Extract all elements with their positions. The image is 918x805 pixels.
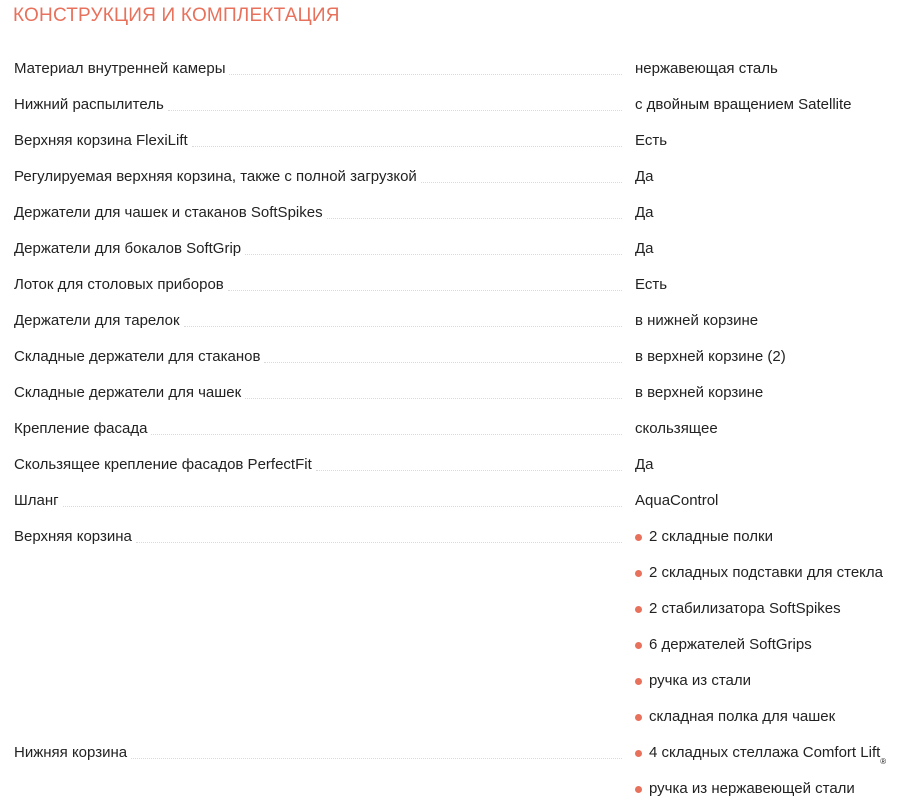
list-item bbox=[635, 696, 908, 732]
list-item-text: ручка из стали bbox=[649, 672, 751, 689]
spec-value: скользящее bbox=[635, 420, 718, 437]
leader-dots bbox=[245, 397, 622, 399]
spec-label: Крепление фасада bbox=[14, 420, 148, 437]
spec-label: Держатели для чашек и стаканов SoftSpikes bbox=[14, 204, 323, 221]
list-item-text: 4 складных стеллажа Comfort Lift bbox=[649, 744, 881, 761]
leader-dots bbox=[151, 433, 622, 435]
list-item: 4 складных стеллажа Comfort Lift ® bbox=[635, 732, 908, 768]
spec-row bbox=[14, 120, 908, 156]
list-item bbox=[635, 768, 908, 804]
spec-value: нержавеющая сталь bbox=[635, 60, 778, 77]
spec-row bbox=[14, 480, 908, 516]
spec-label: Держатели для тарелок bbox=[14, 312, 180, 329]
spec-label: Скользящее крепление фасадов PerfectFit bbox=[14, 456, 312, 473]
spec-value: в верхней корзине bbox=[635, 384, 764, 401]
leader-dots bbox=[229, 73, 622, 75]
spec-label: Держатели для бокалов SoftGrip bbox=[14, 240, 242, 257]
list-item bbox=[635, 588, 908, 624]
bullet-icon bbox=[635, 786, 642, 793]
leader-dots bbox=[264, 361, 622, 363]
spec-row bbox=[14, 84, 908, 120]
leader-dots bbox=[421, 181, 622, 183]
spec-row bbox=[14, 372, 908, 408]
spec-label: Нижняя корзина bbox=[14, 744, 128, 761]
leader-dots bbox=[316, 469, 622, 471]
spec-label: Лоток для столовых приборов bbox=[14, 276, 224, 293]
leader-dots bbox=[184, 325, 622, 327]
spec-label: Складные держатели для чашек bbox=[14, 384, 242, 401]
spec-value: Да bbox=[635, 204, 654, 221]
list-item-text: складная полка для чашек bbox=[649, 708, 836, 725]
spec-value: в верхней корзине (2) bbox=[635, 348, 786, 365]
list-item bbox=[635, 660, 908, 696]
spec-row bbox=[14, 156, 908, 192]
spec-row bbox=[14, 228, 908, 264]
spec-value: Есть bbox=[635, 132, 668, 149]
spec-value: AquaControl bbox=[635, 492, 719, 509]
list-item-text: ручка из нержавеющей стали bbox=[649, 780, 855, 797]
list-item bbox=[635, 516, 908, 552]
leader-dots bbox=[63, 505, 622, 507]
spec-value: Да bbox=[635, 168, 654, 185]
spec-label: Складные держатели для стаканов bbox=[14, 348, 261, 365]
list-item-text: 6 держателей SoftGrips bbox=[649, 636, 812, 653]
spec-label: Шланг bbox=[14, 492, 59, 509]
spec-label: Верхняя корзина bbox=[14, 528, 132, 545]
lower-basket-items bbox=[622, 732, 908, 804]
bullet-icon bbox=[635, 606, 642, 613]
list-item bbox=[635, 624, 908, 660]
list-item bbox=[635, 552, 908, 588]
section-title: КОНСТРУКЦИЯ И КОМПЛЕКТАЦИЯ bbox=[13, 5, 340, 26]
list-item-text: 2 складные полки bbox=[649, 528, 773, 545]
leader-dots bbox=[136, 541, 622, 543]
spec-value: Да bbox=[635, 456, 654, 473]
bullet-icon bbox=[635, 642, 642, 649]
bullet-icon bbox=[635, 714, 642, 721]
bullet-icon bbox=[635, 678, 642, 685]
spec-label: Нижний распылитель bbox=[14, 96, 164, 113]
upper-basket-items bbox=[622, 516, 908, 732]
spec-row bbox=[14, 444, 908, 480]
spec-list bbox=[14, 48, 908, 804]
spec-value: Есть bbox=[635, 276, 668, 293]
spec-value: Да bbox=[635, 240, 654, 257]
spec-label: Материал внутренней камеры bbox=[14, 60, 226, 77]
leader-dots bbox=[245, 253, 622, 255]
spec-row-lower-basket bbox=[14, 732, 908, 804]
spec-row bbox=[14, 264, 908, 300]
spec-row bbox=[14, 336, 908, 372]
spec-value: с двойным вращением Satellite bbox=[635, 96, 852, 113]
spec-row bbox=[14, 48, 908, 84]
spec-label: Верхняя корзина FlexiLift bbox=[14, 132, 188, 149]
list-item-text: 2 складных подставки для стекла bbox=[649, 564, 883, 581]
spec-row bbox=[14, 300, 908, 336]
leader-dots bbox=[131, 757, 622, 759]
spec-row bbox=[14, 408, 908, 444]
leader-dots bbox=[192, 145, 622, 147]
spec-row-upper-basket bbox=[14, 516, 908, 732]
spec-value: в нижней корзине bbox=[635, 312, 759, 329]
bullet-icon bbox=[635, 570, 642, 577]
leader-dots bbox=[168, 109, 622, 111]
leader-dots bbox=[327, 217, 622, 219]
bullet-icon bbox=[635, 534, 642, 541]
spec-row bbox=[14, 192, 908, 228]
bullet-icon bbox=[635, 750, 642, 757]
spec-label: Регулируемая верхняя корзина, также с полной загрузкой bbox=[14, 168, 417, 185]
list-item-text: 2 стабилизатора SoftSpikes bbox=[649, 600, 841, 617]
leader-dots bbox=[228, 289, 622, 291]
